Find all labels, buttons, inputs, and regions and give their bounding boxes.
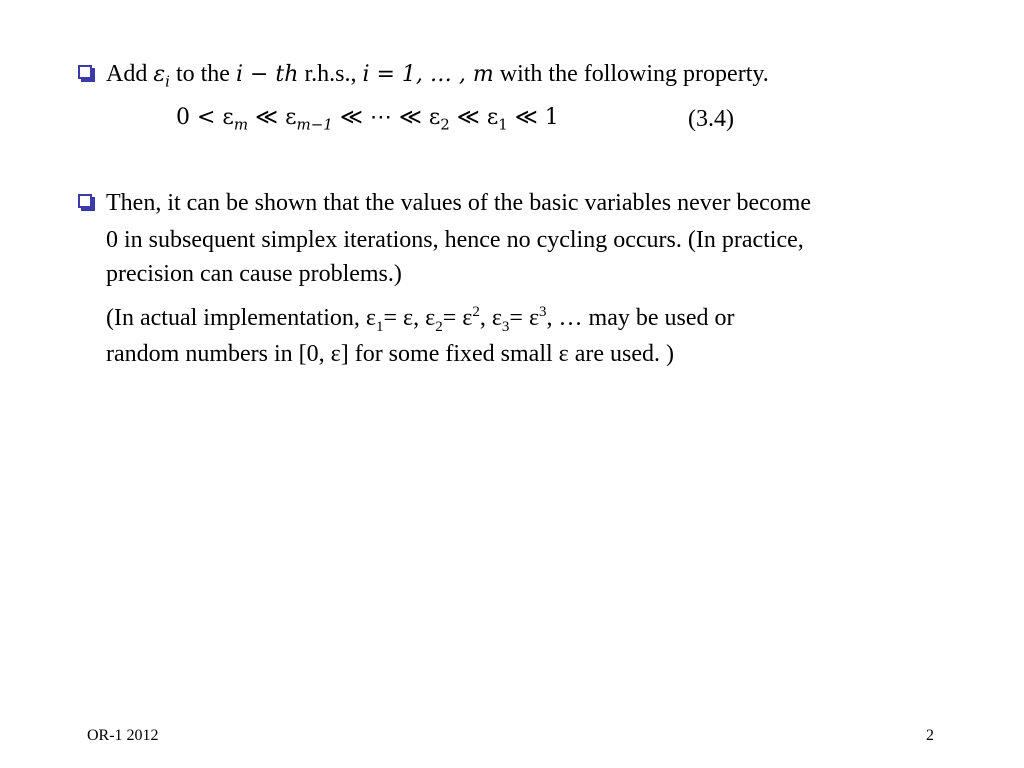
add-word: Add — [106, 61, 148, 87]
epsilon-symbol: ε — [153, 62, 166, 87]
bullet-2-line-1: Then, it can be shown that the values of the basic variables never become — [106, 190, 812, 216]
note-text-c: = ε — [442, 305, 473, 331]
note-text-e: = ε — [509, 305, 540, 331]
eq-sub-m: m — [233, 115, 249, 134]
note-sub-1: 1 — [376, 318, 384, 335]
bullet-1-tail: with the following property. — [499, 61, 769, 87]
rhs-abbrev: r.h.s., — [304, 61, 357, 87]
equation-number: (3.4) — [688, 106, 734, 132]
note-sup-3: 3 — [539, 304, 547, 320]
note-sub-2: 2 — [435, 318, 443, 335]
eq-ll-2: ≪ ⋯ ≪ ε — [332, 105, 441, 130]
note-line-1 — [106, 303, 735, 333]
bullet-2-line-3: precision can cause problems.) — [106, 261, 402, 287]
equation-3-4 — [176, 103, 559, 133]
hollow-square-bullet-icon — [78, 194, 92, 208]
bullet-2-line-2: 0 in subsequent simplex iterations, hence no cycling occurs. (In practice, — [106, 227, 804, 253]
eq-lhs: 0 < ε — [176, 105, 234, 130]
eq-sub-2: 2 — [440, 115, 450, 134]
note-text-a: (In actual implementation, ε — [106, 305, 376, 331]
eq-sub-1: 1 — [498, 115, 508, 134]
note-text-d: , ε — [479, 305, 502, 331]
i-range: i = 1, … , m — [362, 62, 494, 87]
epsilon-subscript: i — [165, 72, 170, 91]
bullet-1-text — [106, 59, 769, 90]
footer-course-label: OR-1 2012 — [87, 727, 159, 744]
eq-sub-m-1: m−1 — [296, 115, 333, 134]
note-text-b: = ε, ε — [383, 305, 436, 331]
note-line-2: random numbers in [0, ε] for some fixed small ε are used. ) — [106, 341, 675, 367]
note-sub-3: 3 — [501, 318, 510, 335]
footer-page-number: 2 — [926, 727, 934, 744]
to-the-words: to the — [175, 61, 230, 87]
hollow-square-bullet-icon — [78, 65, 92, 79]
eq-rhs: ≪ 1 — [507, 105, 559, 130]
eq-ll-1: ≪ ε — [248, 105, 297, 130]
epsilon-i — [153, 62, 170, 91]
note-sup-2: 2 — [472, 304, 480, 320]
i-minus-th: i − th — [235, 62, 299, 87]
eq-ll-3: ≪ ε — [449, 105, 499, 130]
note-text-f: , … may be used or — [546, 305, 735, 331]
